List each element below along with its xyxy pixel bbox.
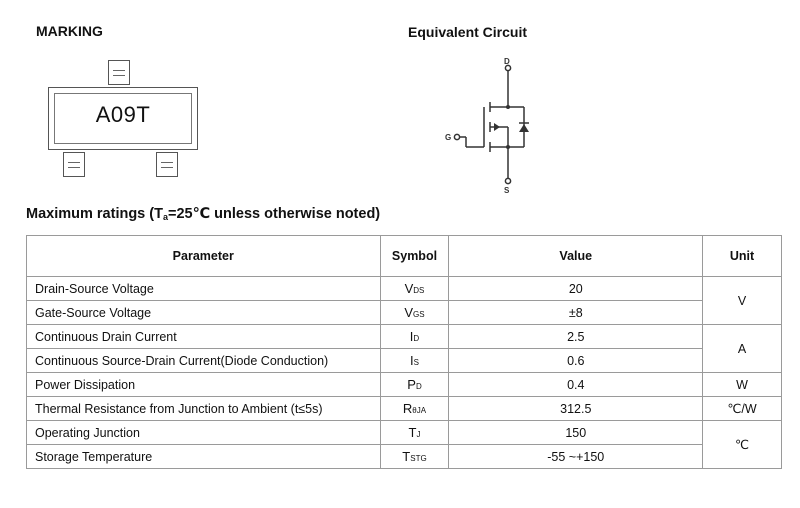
symbol-sub: θJA xyxy=(412,406,427,415)
table-row xyxy=(27,325,782,349)
mosfet-circuit-diagram xyxy=(440,55,550,195)
table-header-row xyxy=(27,236,782,277)
row-value: ±8 xyxy=(449,301,703,325)
symbol-sub: STG xyxy=(410,454,427,463)
row-parameter: Thermal Resistance from Junction to Ambient (t≤5s) xyxy=(27,397,381,421)
row-symbol xyxy=(380,301,449,325)
symbol-sub: D xyxy=(413,334,420,343)
row-value: 0.4 xyxy=(449,373,703,397)
symbol-main: P xyxy=(407,377,416,392)
symbol-main: T xyxy=(402,449,411,464)
row-parameter: Drain-Source Voltage xyxy=(27,277,381,301)
symbol-sub: GS xyxy=(413,310,425,319)
symbol-main: V xyxy=(404,305,414,320)
row-parameter: Continuous Drain Current xyxy=(27,325,381,349)
max-ratings-table xyxy=(26,235,782,469)
row-value: -55 ~+150 xyxy=(449,445,703,469)
symbol-main: V xyxy=(404,281,414,296)
symbol-sub: DS xyxy=(413,286,425,295)
package-body xyxy=(48,87,198,150)
row-parameter: Storage Temperature xyxy=(27,445,381,469)
symbol-sub: J xyxy=(416,430,421,439)
ratings-title-suffix: =25℃ unless otherwise noted) xyxy=(167,206,381,222)
circuit-pin-g-label: G xyxy=(445,133,452,142)
row-symbol xyxy=(380,349,449,373)
row-value: 2.5 xyxy=(449,325,703,349)
circuit-pin-d-label: D xyxy=(504,57,510,66)
row-symbol xyxy=(380,445,449,469)
table-row xyxy=(27,301,782,325)
circuit-title: Equivalent Circuit xyxy=(408,24,528,40)
row-value: 20 xyxy=(449,277,703,301)
symbol-main: R xyxy=(402,401,413,416)
row-unit: A xyxy=(703,325,782,373)
row-unit: ℃ xyxy=(703,421,782,469)
row-unit: V xyxy=(703,277,782,325)
row-parameter: Power Dissipation xyxy=(27,373,381,397)
table-row xyxy=(27,445,782,469)
row-unit: W xyxy=(703,373,782,397)
table-row xyxy=(27,397,782,421)
symbol-main: I xyxy=(409,329,414,344)
table-row xyxy=(27,421,782,445)
package-pin-top xyxy=(108,60,130,85)
row-symbol xyxy=(380,277,449,301)
header-unit: Unit xyxy=(703,236,782,277)
row-unit: ℃/W xyxy=(703,397,782,421)
symbol-main: I xyxy=(410,353,414,368)
package-pin-left xyxy=(63,152,85,177)
header-parameter: Parameter xyxy=(27,236,381,277)
table-row xyxy=(27,349,782,373)
symbol-main: T xyxy=(408,425,417,440)
row-symbol xyxy=(380,397,449,421)
row-parameter: Gate-Source Voltage xyxy=(27,301,381,325)
row-symbol xyxy=(380,373,449,397)
row-symbol xyxy=(380,421,449,445)
ratings-title-prefix: Maximum ratings (T xyxy=(26,206,163,222)
symbol-sub: D xyxy=(415,382,422,391)
package-pin-right xyxy=(156,152,178,177)
row-value: 150 xyxy=(449,421,703,445)
row-parameter: Continuous Source-Drain Current(Diode Conduction) xyxy=(27,349,381,373)
circuit-pin-s-label: S xyxy=(504,186,510,195)
ratings-title xyxy=(26,206,380,222)
row-symbol xyxy=(380,325,449,349)
marking-title: MARKING xyxy=(36,23,103,39)
table-row xyxy=(27,373,782,397)
row-value: 312.5 xyxy=(449,397,703,421)
package-marking-text: A09T xyxy=(95,102,151,127)
symbol-sub: S xyxy=(413,358,419,367)
header-symbol: Symbol xyxy=(380,236,449,277)
row-value: 0.6 xyxy=(449,349,703,373)
ratings-title-sub: a xyxy=(162,212,168,222)
table-row xyxy=(27,277,782,301)
row-parameter: Operating Junction xyxy=(27,421,381,445)
header-value: Value xyxy=(449,236,703,277)
